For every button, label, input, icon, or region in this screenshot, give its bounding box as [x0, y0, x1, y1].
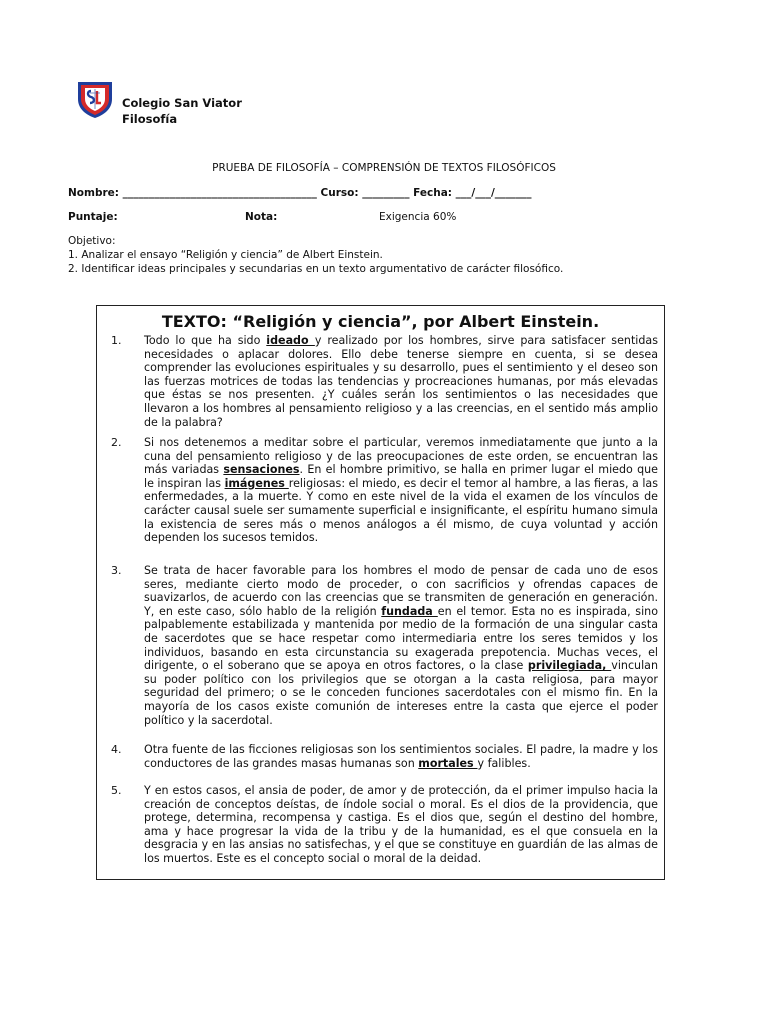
- keyword-privilegiada: privilegiada,: [527, 659, 612, 673]
- paragraph-number: 4.: [111, 743, 122, 756]
- paragraph-number: 3.: [111, 564, 122, 577]
- text-title: TEXTO: “Religión y ciencia”, por Albert Einstein.: [161, 312, 600, 331]
- school-header: [122, 95, 242, 127]
- paragraph-number: 2.: [111, 436, 122, 449]
- fecha-field[interactable]: ___/___/_______: [455, 187, 532, 199]
- keyword-fundada: fundada: [381, 604, 438, 618]
- paragraph-5: Y en estos casos, el ansia de poder, de amor y de protección, da el primer impulso hacia la creación de conceptos deístas, de índole social o moral. Es el dios de la providencia, que protege, determina, recompensa y castiga. Es el dios que, según el destino del hombre, ama y hace progresar la vida de la tribu y de la humanidad, es el que consuela en la desgracia y en las ansias no satisfechas, y el que se constituye en guardián de las almas de los muertos. Este es el concepto social o moral de la deidad.: [144, 784, 658, 865]
- nombre-row: [68, 186, 532, 200]
- nombre-label: Nombre:: [68, 187, 119, 199]
- keyword-mortales: mortales: [418, 756, 478, 770]
- curso-label: Curso:: [320, 187, 359, 199]
- fecha-label: Fecha:: [413, 187, 452, 199]
- school-name: Colegio San Viator: [122, 96, 242, 110]
- objective-heading: Objetivo:: [68, 235, 116, 247]
- objective-item: 2. Identificar ideas principales y secundarias en un texto argumentativo de carácter filosófico.: [68, 263, 564, 275]
- keyword-ideado: ideado: [266, 334, 315, 347]
- puntaje-label: Puntaje:: [68, 211, 118, 223]
- text-box: [96, 305, 665, 880]
- paragraph-number: 1.: [111, 334, 122, 347]
- keyword-imagenes: imágenes: [224, 476, 289, 490]
- paragraph-3: Se trata de hacer favorable para los hombres el modo de pensar de cada uno de esos seres, mediante cierto modo de proceder, o con sacrificios y ofrendas capaces de suavizarlos, de acuerdo con las creencias que se transmiten de generación en generación. Y, en este caso, sólo hablo de la religión fundada en el temor. Esta no es inspirada, sino palpablemente estabilizada y mantenida por medio de la formación de una singular casta de sacerdotes que se hace respetar como intermediaria entre los seres temidos y los individuos, basando en esta circunstancia su exagerada prepotencia. Muchas veces, el dirigente, o el soberano que se apoya en otros factores, o la clase privilegiada, vinculan su poder político con los privilegios que se otorgan a la casta religiosa, para mayor seguridad del primero; o se le conceden funciones sacerdotales con el mismo fin. En la mayoría de los casos existe comunión de intereses entre la casta que ejerce el poder político y la sacerdotal.: [144, 564, 658, 727]
- exigencia-label: Exigencia 60%: [379, 211, 457, 223]
- objective-section: [68, 234, 563, 276]
- nota-label: Nota:: [245, 211, 278, 223]
- objective-item: 1. Analizar el ensayo “Religión y ciencia” de Albert Einstein.: [68, 249, 383, 261]
- keyword-sensaciones: sensaciones: [223, 463, 300, 477]
- paragraph-2: Si nos detenemos a meditar sobre el particular, veremos inmediatamente que junto a la cuna del pensamiento religioso y de las preocupaciones de este orden, se encuentran las más variadas sensaciones. En el hombre primitivo, se halla en primer lugar el miedo que le inspiran las imágenes religiosas: el miedo, es decir el temor al hambre, a las fieras, a las enfermedades, a la muerte. Y como en este nivel de la vida el examen de los vínculos de carácter causal suele ser sumamente superficial e insignificante, el espíritu humano simula la existencia de seres más o menos análogos a él mismo, de cuya voluntad y acción dependen los sucesos temidos.: [144, 436, 658, 545]
- paragraph-number: 5.: [111, 784, 122, 797]
- school-crest-icon: [76, 79, 114, 119]
- nombre-field[interactable]: _____________________________________: [122, 187, 317, 199]
- subject-name: Filosofía: [122, 112, 178, 126]
- curso-field[interactable]: _________: [362, 187, 410, 199]
- paragraph-4: Otra fuente de las ficciones religiosas son los sentimientos sociales. El padre, la madre y los conductores de las grandes masas humanas son mortales y falibles.: [144, 743, 658, 770]
- exam-title: PRUEBA DE FILOSOFÍA – COMPRENSIÓN DE TEXTOS FILOSÓFICOS: [212, 162, 556, 174]
- paragraph-1: Todo lo que ha sido ideado y realizado por los hombres, sirve para satisfacer sentidas necesidades o aplacar dolores. Ello debe tenerse siempre en cuenta, si se desea comprender las evoluciones espirituales y su desarrollo, pues el sentimiento y el deseo son las fuerzas motrices de todas las tendencias y procreaciones humanas, por más elevadas que éstas se nos presenten. ¿Y cuáles serán los sentimientos o las necesidades que llevaron a los hombres al pensamiento religioso y a las creencias, en el sentido más amplio de la palabra?: [144, 334, 658, 429]
